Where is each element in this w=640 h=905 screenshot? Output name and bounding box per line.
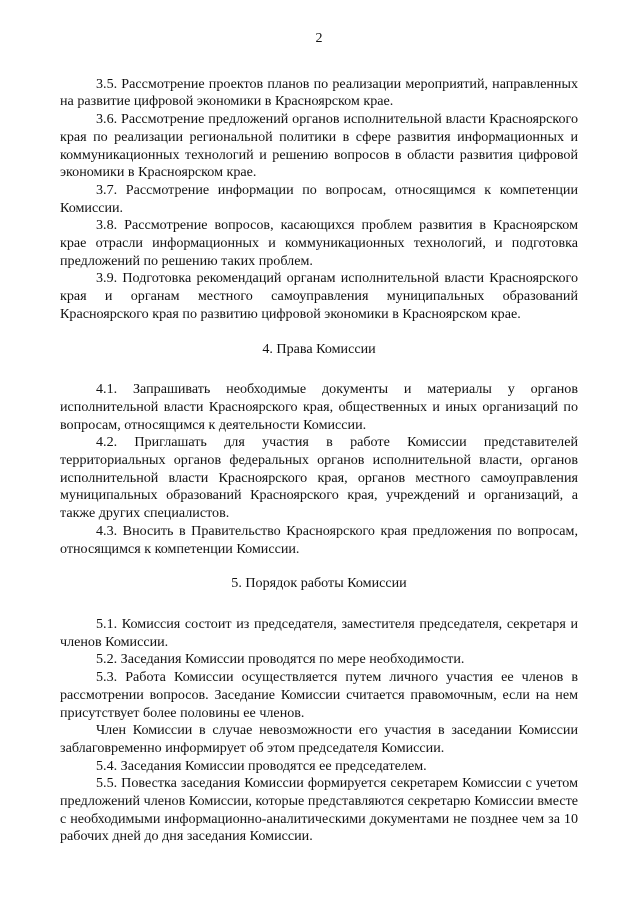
paragraph-3-8: 3.8. Рассмотрение вопросов, касающихся проблем развития в Красноярском крае отрасли информационных и коммуникационных технологий, и подготовка предложений по решению таких проблем.: [60, 217, 578, 269]
paragraph-5-3: 5.3. Работа Комиссии осуществляется путем личного участия ее членов в рассмотрении вопросов. Заседание Комиссии считается правомочным, если на нем присутствует более половины ее членов.: [60, 669, 578, 721]
paragraph-5-4: 5.4. Заседания Комиссии проводятся ее председателем.: [96, 757, 427, 774]
paragraph-5-5: 5.5. Повестка заседания Комиссии формируется секретарем Комиссии с учетом предложений членов Комиссии, которые представляются секретарю Комиссии вместе с необходимыми информационно-аналитическими документами не позднее чем за 10 рабочих дней до дня заседания Комиссии.: [60, 775, 578, 845]
paragraph-3-9: 3.9. Подготовка рекомендаций органам исполнительной власти Красноярского края и органам местного самоуправления муниципальных образований Красноярского края по развитию цифровой экономики в Красноярском крае.: [60, 270, 578, 322]
paragraph-5-3-member: Член Комиссии в случае невозможности его участия в заседании Комиссии заблаговременно информирует об этом председателя Комиссии.: [60, 722, 578, 756]
paragraph-3-6: 3.6. Рассмотрение предложений органов исполнительной власти Красноярского края по реализации региональной политики в сфере развития информационных и коммуникационных технологий и решению вопросов в области развития цифровой экономики в Красноярском крае.: [60, 111, 578, 181]
section-5-title: 5. Порядок работы Комиссии: [231, 575, 407, 592]
paragraph-4-1: 4.1. Запрашивать необходимые документы и материалы у органов исполнительной власти Красноярского края, общественных и иных организаций по вопросам, относящимся к деятельности Комиссии.: [60, 381, 578, 433]
paragraph-5-1: 5.1. Комиссия состоит из председателя, заместителя председателя, секретаря и членов Комиссии.: [60, 615, 578, 650]
paragraph-3-7: 3.7. Рассмотрение информации по вопросам, относящимся к компетенции Комиссии.: [60, 181, 578, 216]
paragraph-4-2: 4.2. Приглашать для участия в работе Комиссии представителей территориальных органов федеральных органов исполнительной власти, органов исполнительной власти Красноярского края, органов местного самоуправления муниципальных образований Красноярского края, учреждений и организаций, а также других специалистов.: [60, 434, 578, 522]
document-page: [60, 30, 578, 846]
page-number: 2: [315, 31, 323, 46]
paragraph-3-5: 3.5. Рассмотрение проектов планов по реализации мероприятий, направленных на развитие цифровой экономики в Красноярском крае.: [60, 75, 578, 110]
paragraph-4-3: 4.3. Вносить в Правительство Красноярского края предложения по вопросам, относящимся к компетенции Комиссии.: [60, 522, 578, 557]
paragraph-5-2: 5.2. Заседания Комиссии проводятся по мере необходимости.: [96, 651, 465, 668]
section-4-title: 4. Права Комиссии: [262, 340, 376, 357]
